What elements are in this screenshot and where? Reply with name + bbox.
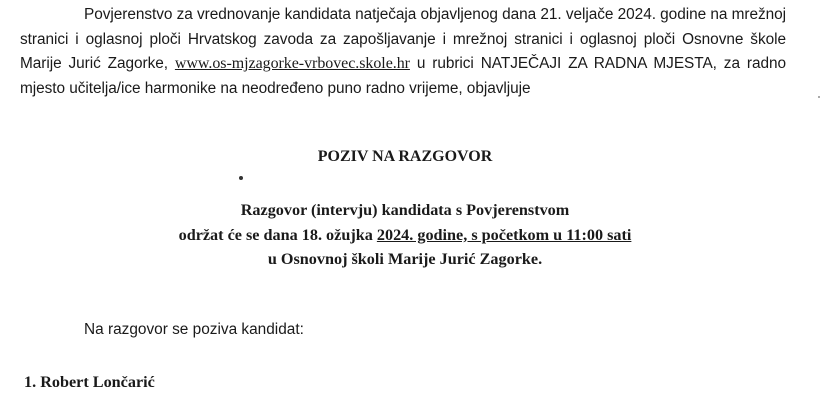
intro-text-start: Povjerenstvo za vrednovanje kandidata natječaja objavljenog dana 21. veljače 2024. godine na mrežnoj stranici i oglasnoj ploči Hrvatskog zavoda za zapošljavanje i mrežnoj stranici i oglasnoj ploči Osnovne škole Marije Jurić Zagorke, (20, 6, 786, 72)
invite-text: Na razgovor se poziva kandidat: (84, 321, 304, 338)
announcement-line-2-prefix: održat će se dana 18. ožujka (178, 225, 377, 244)
scan-speck (818, 96, 820, 98)
candidate-item: 1. Robert Lončarić (24, 373, 155, 391)
announcement-line-1: Razgovor (intervju) kandidata s Povjerenstvom (240, 201, 570, 219)
intro-paragraph (20, 3, 786, 101)
announcement-date-time: 2024. godine, s početkom u 11:00 sati (376, 225, 632, 244)
interview-announcement (0, 198, 810, 272)
document-title: POZIV NA RAZGOVOR (317, 148, 493, 165)
stray-mark (239, 176, 243, 180)
intro-text-end: u rubrici NATJEČAJI ZA RADNA MJESTA, za radno mjesto učitelja/ice harmonike na neodređeno puno radno vrijeme, objavljuje (20, 55, 786, 97)
announcement-line-3: u Osnovnoj školi Marije Jurić Zagorke. (267, 250, 543, 268)
school-website-link[interactable]: www.os-mjzagorke-vrbovec.skole.hr (174, 55, 410, 72)
